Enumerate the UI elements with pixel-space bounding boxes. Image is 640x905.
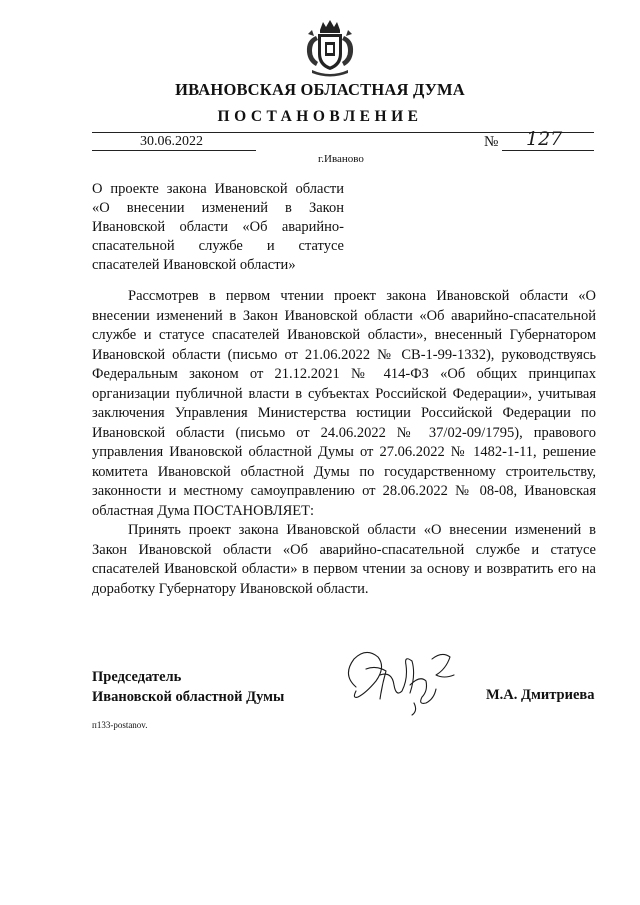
- signer-title: [92, 668, 284, 707]
- signer-title-line-2: Ивановской областной Думы: [92, 688, 285, 705]
- document-date: 30.06.2022: [140, 134, 203, 149]
- body-paragraph-1: Рассмотрев в первом чтении проект закона Ивановской области «О внесении изменений в Закон Ивановской области «Об аварийно-спасательной службе и статусе спасателей Ивановской области», внесенный Губернатором Ивановской области (письмо от 21.06.2022 № СВ-1-99-1332), руководствуясь Федеральным законом от 21.12.2021 № 414-ФЗ «Об общих принципах организации публичной власти в субъектах Российской Федерации», учитывая заключения Управления Министерства юстиции Российской Федерации по Ивановской области (письмо от 24.06.2022 № 37/02-09/1795), правового управления Ивановской областной Думы от 27.06.2022 № 1482-1-11, решение комитета Ивановской областной Думы по государственному строительству, законности и местному самоуправлению от 28.06.2022 № 08-08, Ивановская областная Дума ПОСТАНОВЛЯЕТ:: [92, 288, 596, 519]
- handwritten-signature: [336, 645, 466, 717]
- signer-title-line-1: Председатель: [92, 669, 182, 685]
- document-body: [92, 287, 596, 599]
- file-reference: п133-postanov.: [92, 720, 148, 730]
- document-subject: О проекте закона Ивановской области «О внесении изменений в Закон Ивановской области «Об аварийно-спасательной службе и статусе спасателей Ивановской области»: [92, 181, 344, 273]
- document-number: 127: [526, 128, 563, 150]
- coat-of-arms-emblem: [298, 18, 362, 80]
- document-type-title: ПОСТАНОВЛЕНИЕ: [217, 108, 423, 125]
- signer-name: М.А. Дмитриева: [486, 687, 595, 703]
- body-paragraph-2: Принять проект закона Ивановской области «О внесении изменений в Закон Ивановской области «Об аварийно-спасательной службе и статусе спасателей Ивановской области» в первом чтении за основу и возвратить его на доработку Губернатору Ивановской области.: [92, 522, 596, 597]
- city: г.Иваново: [318, 153, 364, 165]
- number-label: №: [484, 134, 499, 150]
- organization-name: ИВАНОВСКАЯ ОБЛАСТНАЯ ДУМА: [175, 80, 465, 99]
